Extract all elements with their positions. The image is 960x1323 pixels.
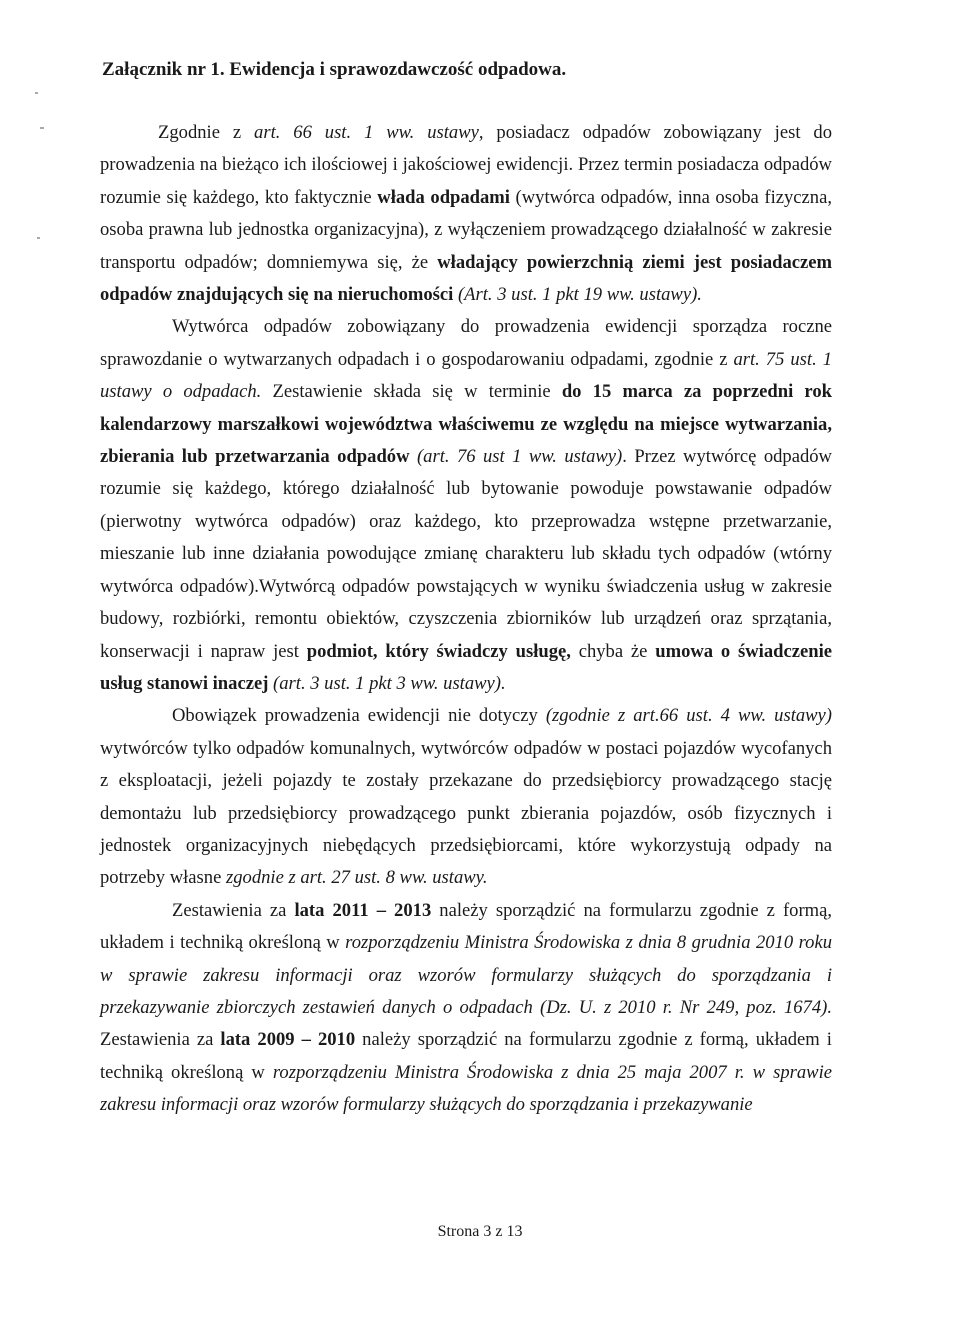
text-run — [410, 446, 417, 467]
text-run: Zestawienia za — [172, 899, 295, 921]
paragraph — [100, 311, 832, 700]
text-run: należy sporządzić na formularzu zgodnie z formą, układem i techniką określoną w — [100, 899, 832, 954]
paragraph — [100, 895, 832, 1122]
bold-text: lata 2009 – 2010 — [220, 1029, 356, 1051]
paragraph — [100, 700, 832, 894]
bold-text: lata 2011 – 2013 — [294, 899, 432, 921]
document-body — [100, 117, 832, 1122]
text-run: Wytwórca odpadów zobowiązany do prowadzenia ewidencji sporządza roczne sprawozdanie o wytwarzanych odpadach i o gospodarowaniu odpadami, zgodnie z — [100, 316, 832, 370]
scan-speck — [35, 92, 38, 94]
italic-citation: (art. 76 ust 1 ww. ustawy) — [416, 446, 623, 468]
text-run: (wytwórca odpadów, inna osoba fizyczna, osoba prawna lub jednostka organizacyjna), z wyłączeniem prowadzącego działalność w zakresie transportu odpadów; domniemywa się, że — [100, 186, 832, 273]
italic-citation: rozporządzeniu Ministra Środowiska z dnia 8 grudnia 2010 roku w sprawie zakresu informacji oraz wzorów formularzy służących do sporządzania i przekazywanie zbiorczych zestawień danych o odpadach (Dz. U. z 2010 r. Nr 249, poz. 1674). — [100, 932, 832, 1018]
text-run: . Przez wytwórcę odpadów rozumie się każdego, którego działalność lub bytowanie powoduje powstawanie odpadów (pierwotny wytwórca odpadów) oraz każdego, kto przeprowadza wstępne przetwarzanie, mieszanie lub inne działania powodujące zmianę charakteru lub składu tych odpadów (wtórny wytwórca odpadów).Wytwórcą odpadów powstających w wyniku świadczenia usług w zakresie budowy, rozbiórki, remontu obiektów, czyszczenia zbiorników lub urządzeń oraz sprzątania, konserwacji i napraw jest — [100, 446, 832, 662]
text-run: Obowiązek prowadzenia ewidencji nie dotyczy — [172, 705, 546, 727]
bold-text: umowa o świadczenie usług stanowi inaczej — [100, 640, 832, 694]
italic-citation: art. 66 ust. 1 ww. ustawy — [254, 122, 479, 143]
page-number: Strona 3 z 13 — [437, 1223, 523, 1240]
italic-citation: rozporządzeniu Ministra Środowiska z dnia 25 maja 2007 r. w sprawie zakresu informacji oraz wzorów formularzy służących do sporządzania i przekazywanie — [100, 1061, 832, 1116]
bold-text: włada odpadami — [377, 186, 510, 208]
italic-citation: art. 75 ust. 1 ustawy o odpadach. — [100, 348, 833, 403]
bold-text: władający powierzchnią ziemi jest posiadaczem odpadów znajdujących się na nieruchomości — [100, 251, 832, 306]
italic-citation: (zgodnie z art.66 ust. 4 ww. ustawy) — [545, 705, 833, 727]
text-run: Zestawienie składa się w terminie — [261, 381, 562, 403]
paragraph — [100, 117, 832, 311]
text-run: , posiadacz odpadów zobowiązany jest do prowadzenia na bieżąco ich ilościowej i jakościowej ewidencji. Przez termin posiadacza odpadów rozumie się każdego, kto faktycznie — [100, 122, 832, 208]
italic-citation: (art. 3 ust. 1 pkt 3 ww. ustawy). — [273, 672, 506, 694]
bold-text: do 15 marca za poprzedni rok kalendarzowy marszałkowi województwa właściwemu ze względu na miejsce wytwarzania, zbierania lub przetwarzania odpadów — [100, 381, 832, 468]
text-run: chyba że — [570, 640, 656, 662]
text-run: należy sporządzić na formularzu zgodnie z formą, układem i techniką określoną w — [100, 1029, 832, 1083]
scan-speck — [40, 127, 44, 129]
scan-speck — [37, 237, 40, 239]
text-run: Zestawienia za — [100, 1029, 221, 1051]
bold-text: podmiot, który świadczy usługę, — [306, 640, 571, 662]
text-run: wytwórców tylko odpadów komunalnych, wytwórców odpadów w postaci pojazdów wycofanych z eksploatacji, jeżeli pojazdy te zostały przekazane do przedsiębiorcy prowadzącego stację demontażu lub przedsiębiorcy prowadzącego punkt zbierania pojazdów, osób fizycznych i jednostek organizacyjnych niebędących przedsiębiorcami, które wykorzystują odpady na potrzeby własne — [100, 737, 832, 889]
text-run: Zgodnie z — [158, 122, 255, 143]
italic-citation: zgodnie z art. 27 ust. 8 ww. ustawy. — [225, 867, 488, 889]
document-heading: Załącznik nr 1. Ewidencja i sprawozdawczość odpadowa. — [102, 59, 567, 80]
italic-citation: (Art. 3 ust. 1 pkt 19 ww. ustawy). — [457, 284, 702, 306]
